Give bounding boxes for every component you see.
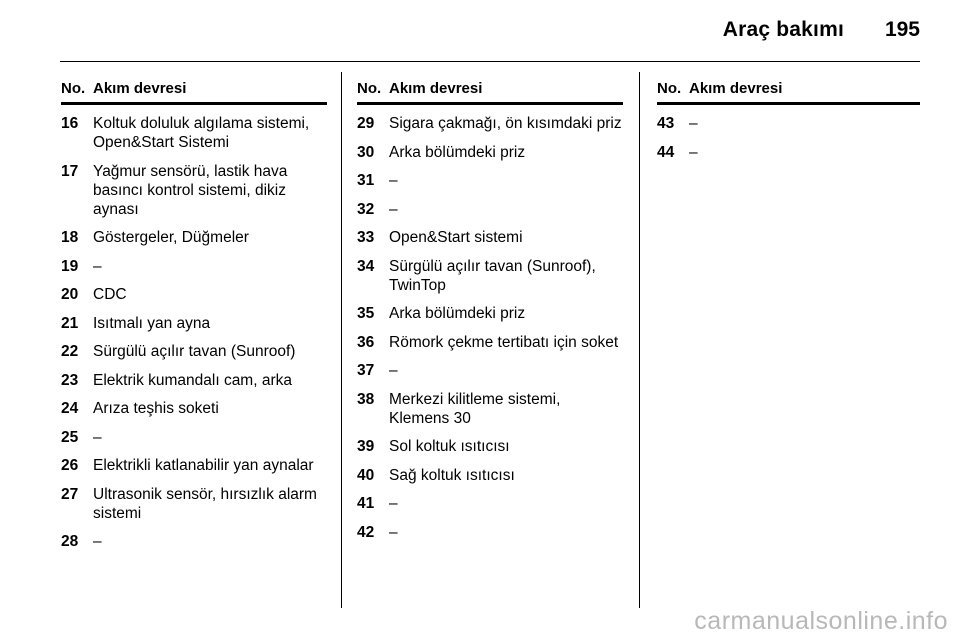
header-circuit: Akım devresi	[389, 80, 483, 97]
watermark: carmanualsonline.info	[694, 607, 948, 635]
fuse-number: 31	[357, 172, 375, 189]
circuit-description: –	[93, 533, 102, 550]
table-rows	[61, 114, 327, 551]
table-rows	[357, 114, 623, 542]
table-row	[61, 456, 327, 475]
table-row	[657, 114, 920, 133]
fuse-number: 42	[357, 523, 375, 541]
fuse-number: 34	[357, 257, 375, 275]
fuse-number: 21	[61, 314, 79, 332]
table-row	[357, 304, 623, 323]
circuit-description: Sağ koltuk ısıtıcısı	[389, 466, 515, 484]
fuse-number: 20	[61, 286, 79, 303]
circuit-description: Arka bölümdeki priz	[389, 305, 526, 322]
circuit-description: Sigara çakmağı, ön kısımdaki priz	[389, 115, 622, 132]
table-row	[61, 371, 327, 390]
fuse-number: 22	[61, 343, 79, 360]
fuse-number: 35	[357, 305, 375, 322]
fuse-number: 26	[61, 457, 79, 474]
table-row	[61, 257, 327, 276]
circuit-description: –	[389, 172, 398, 189]
table-row	[357, 361, 623, 380]
header-no: No.	[357, 80, 382, 97]
table-row	[61, 285, 327, 304]
fuse-number: 19	[61, 257, 79, 275]
circuit-description: CDC	[93, 286, 127, 303]
table-row	[61, 114, 327, 152]
table-row	[61, 342, 327, 361]
table-row	[357, 390, 623, 428]
table-rows	[657, 114, 920, 162]
table-header	[657, 79, 920, 105]
circuit-description: –	[389, 362, 398, 379]
column-divider	[639, 72, 640, 608]
table-row	[657, 143, 920, 162]
section-title: Araç bakımı	[722, 18, 844, 41]
fuse-number: 24	[61, 400, 79, 417]
circuit-description: –	[389, 523, 398, 541]
table-row	[357, 171, 623, 190]
circuit-description: Römork çekme tertibatı için soket	[389, 333, 619, 351]
fuse-number: 25	[61, 428, 79, 446]
table-row	[61, 228, 327, 247]
circuit-description: Isıtmalı yan ayna	[93, 314, 211, 332]
circuit-description: –	[93, 257, 102, 275]
fuse-number: 32	[357, 200, 375, 218]
circuit-description: Merkezi kilitleme sistemi, Klemens 30	[389, 390, 561, 427]
fuse-number: 37	[357, 362, 375, 379]
fuse-number: 36	[357, 333, 375, 351]
circuit-description: Sürgülü açılır tavan (Sunroof)	[93, 343, 296, 360]
table-row	[357, 333, 623, 352]
circuit-description: –	[689, 115, 698, 132]
circuit-description: Sürgülü açılır tavan (Sunroof), TwinTop	[389, 257, 596, 294]
circuit-description: –	[93, 428, 102, 446]
header-circuit: Akım devresi	[689, 80, 783, 97]
table-row	[61, 428, 327, 447]
page-number: 195	[884, 18, 920, 41]
table-header	[61, 79, 327, 105]
fuse-number: 33	[357, 229, 375, 246]
table-row	[357, 228, 623, 247]
header-rule	[60, 61, 920, 62]
fuse-table-column-1	[61, 79, 327, 561]
table-header	[357, 79, 623, 105]
fuse-number: 41	[357, 495, 375, 512]
fuse-number: 43	[657, 115, 675, 132]
circuit-description: Sol koltuk ısıtıcısı	[389, 438, 510, 455]
table-row	[357, 257, 623, 295]
header-circuit: Akım devresi	[93, 80, 187, 97]
fuse-number: 44	[657, 143, 675, 161]
circuit-description: Yağmur sensörü, lastik hava basıncı kontrol sistemi, dikiz aynası	[93, 162, 288, 218]
fuse-number: 23	[61, 371, 79, 389]
circuit-description: Arka bölümdeki priz	[389, 143, 526, 161]
table-row	[61, 485, 327, 523]
circuit-description: Open&Start sistemi	[389, 229, 523, 246]
fuse-number: 39	[357, 438, 375, 455]
fuse-number: 30	[357, 143, 375, 161]
table-row	[357, 200, 623, 219]
fuse-number: 29	[357, 115, 375, 132]
fuse-table-column-2	[357, 79, 623, 551]
circuit-description: –	[689, 143, 698, 161]
fuse-number: 18	[61, 229, 79, 246]
column-divider	[341, 72, 342, 608]
circuit-description: –	[389, 495, 398, 512]
table-row	[357, 437, 623, 456]
fuse-table-column-3	[657, 79, 920, 171]
table-row	[61, 532, 327, 551]
circuit-description: Arıza teşhis soketi	[93, 400, 219, 417]
fuse-number: 28	[61, 533, 79, 550]
table-row	[357, 494, 623, 513]
fuse-number: 17	[61, 162, 79, 180]
fuse-number: 38	[357, 390, 375, 408]
table-row	[61, 314, 327, 333]
table-row	[61, 399, 327, 418]
table-row	[61, 162, 327, 219]
circuit-description: Koltuk doluluk algılama sistemi, Open&Start Sistemi	[93, 115, 310, 151]
header-no: No.	[657, 80, 682, 97]
circuit-description: Elektrikli katlanabilir yan aynalar	[93, 457, 314, 474]
circuit-description: –	[389, 200, 398, 218]
table-row	[357, 143, 623, 162]
circuit-description: Elektrik kumandalı cam, arka	[93, 371, 292, 389]
table-row	[357, 523, 623, 542]
table-row	[357, 114, 623, 133]
page-header	[60, 0, 920, 62]
header-no: No.	[61, 80, 86, 97]
circuit-description: Ultrasonik sensör, hırsızlık alarm sistemi	[93, 485, 317, 522]
fuse-number: 40	[357, 466, 375, 484]
circuit-description: Göstergeler, Düğmeler	[93, 229, 249, 246]
fuse-number: 27	[61, 485, 79, 503]
table-row	[357, 466, 623, 485]
fuse-number: 16	[61, 115, 79, 132]
